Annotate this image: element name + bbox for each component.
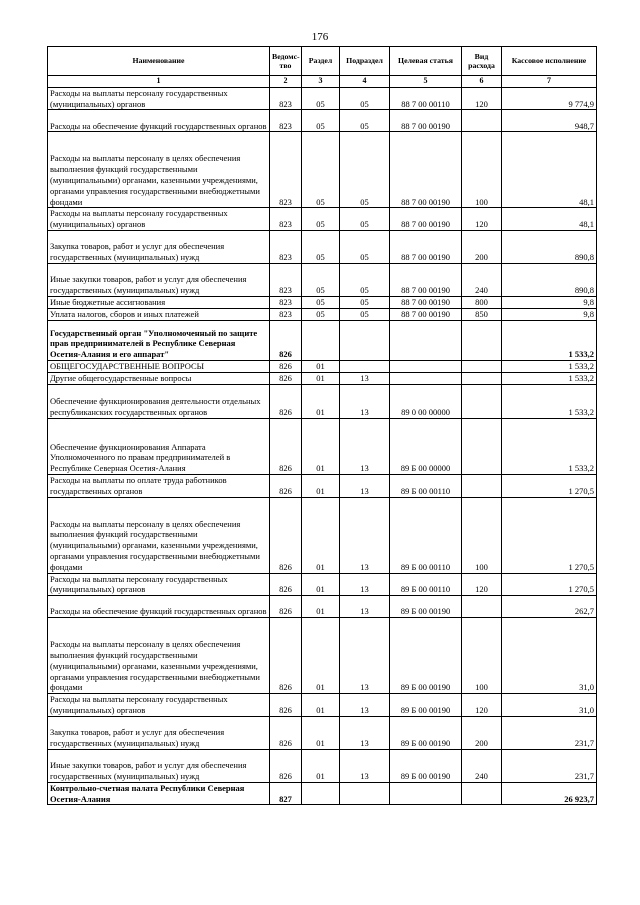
budget-execution-table	[47, 46, 597, 805]
row-amount: 48,1	[502, 132, 597, 208]
header-target: Целевая статья	[390, 47, 462, 76]
row-dept: 826	[270, 360, 302, 372]
header-expense-type: Вид расхода	[462, 47, 502, 76]
row-section: 05	[302, 208, 340, 231]
table-row	[48, 230, 597, 263]
table-row	[48, 384, 597, 418]
row-amount: 1 270,5	[502, 497, 597, 573]
row-target: 89 Б 00 00190	[390, 618, 462, 694]
row-name: Закупка товаров, работ и услуг для обеспечения государственных (муниципальных) нужд	[48, 716, 270, 749]
table-row	[48, 716, 597, 749]
row-target: 89 Б 00 00000	[390, 418, 462, 474]
row-expense-type: 240	[462, 749, 502, 782]
row-subsection: 13	[340, 372, 390, 384]
row-expense-type: 120	[462, 208, 502, 231]
row-amount: 1 270,5	[502, 474, 597, 497]
row-subsection: 13	[340, 716, 390, 749]
row-expense-type: 240	[462, 263, 502, 296]
row-subsection: 13	[340, 384, 390, 418]
row-section: 01	[302, 596, 340, 618]
row-dept: 826	[270, 596, 302, 618]
column-number: 3	[302, 76, 340, 88]
row-amount: 890,8	[502, 263, 597, 296]
table-row	[48, 263, 597, 296]
row-expense-type: 100	[462, 497, 502, 573]
row-dept: 826	[270, 497, 302, 573]
row-subsection: 13	[340, 497, 390, 573]
row-target: 89 Б 00 00190	[390, 694, 462, 717]
table-row	[48, 308, 597, 320]
row-section: 05	[302, 132, 340, 208]
row-section	[302, 320, 340, 360]
header-dept: Ведомс-тво	[270, 47, 302, 76]
row-expense-type: 200	[462, 230, 502, 263]
row-section: 01	[302, 749, 340, 782]
row-subsection	[340, 360, 390, 372]
table-row	[48, 360, 597, 372]
row-subsection	[340, 320, 390, 360]
row-amount: 231,7	[502, 716, 597, 749]
row-expense-type	[462, 372, 502, 384]
row-amount: 890,8	[502, 230, 597, 263]
row-name: Расходы на выплаты персоналу в целях обеспечения выполнения функций государственными (муниципальными) органами, казенными учреждениями, органами управления государственными внебюджетными фондами	[48, 132, 270, 208]
row-subsection: 05	[340, 308, 390, 320]
row-dept: 826	[270, 618, 302, 694]
row-amount: 48,1	[502, 208, 597, 231]
table-row	[48, 132, 597, 208]
row-target: 89 0 00 00000	[390, 384, 462, 418]
row-name: Уплата налогов, сборов и иных платежей	[48, 308, 270, 320]
row-amount: 1 270,5	[502, 573, 597, 596]
row-section: 05	[302, 87, 340, 110]
row-expense-type	[462, 110, 502, 132]
row-expense-type	[462, 596, 502, 618]
row-dept: 827	[270, 782, 302, 805]
row-name: Расходы на обеспечение функций государственных органов	[48, 596, 270, 618]
row-expense-type: 100	[462, 132, 502, 208]
row-amount: 26 923,7	[502, 782, 597, 805]
table-row	[48, 418, 597, 474]
row-subsection: 05	[340, 87, 390, 110]
row-section: 01	[302, 372, 340, 384]
table-row	[48, 749, 597, 782]
row-dept: 823	[270, 263, 302, 296]
row-target: 88 7 00 00190	[390, 132, 462, 208]
row-subsection: 13	[340, 596, 390, 618]
row-amount: 9,8	[502, 308, 597, 320]
row-expense-type	[462, 474, 502, 497]
row-name: Закупка товаров, работ и услуг для обеспечения государственных (муниципальных) нужд	[48, 230, 270, 263]
table-row	[48, 596, 597, 618]
row-target: 89 Б 00 00190	[390, 716, 462, 749]
row-target	[390, 320, 462, 360]
row-section: 05	[302, 296, 340, 308]
row-target: 89 Б 00 00110	[390, 474, 462, 497]
row-expense-type: 200	[462, 716, 502, 749]
row-section: 01	[302, 716, 340, 749]
row-dept: 826	[270, 372, 302, 384]
row-subsection: 05	[340, 208, 390, 231]
row-amount: 1 533,2	[502, 360, 597, 372]
row-expense-type	[462, 418, 502, 474]
table-row	[48, 296, 597, 308]
row-dept: 823	[270, 132, 302, 208]
row-expense-type: 120	[462, 87, 502, 110]
row-target: 88 7 00 00190	[390, 230, 462, 263]
row-target: 88 7 00 00190	[390, 296, 462, 308]
row-section: 01	[302, 384, 340, 418]
row-subsection: 13	[340, 573, 390, 596]
row-subsection: 05	[340, 230, 390, 263]
row-name: Расходы на выплаты персоналу государственных (муниципальных) органов	[48, 87, 270, 110]
row-amount: 231,7	[502, 749, 597, 782]
row-section: 01	[302, 418, 340, 474]
table-row	[48, 372, 597, 384]
table-row	[48, 474, 597, 497]
row-dept: 826	[270, 573, 302, 596]
row-section: 05	[302, 230, 340, 263]
row-subsection: 05	[340, 110, 390, 132]
row-expense-type: 120	[462, 573, 502, 596]
row-section: 01	[302, 694, 340, 717]
row-target: 88 7 00 00190	[390, 208, 462, 231]
row-dept: 823	[270, 110, 302, 132]
row-amount: 1 533,2	[502, 384, 597, 418]
row-expense-type	[462, 782, 502, 805]
row-amount: 1 533,2	[502, 320, 597, 360]
row-dept: 823	[270, 296, 302, 308]
column-number: 1	[48, 76, 270, 88]
row-target: 89 Б 00 00190	[390, 596, 462, 618]
row-target	[390, 360, 462, 372]
column-number: 6	[462, 76, 502, 88]
column-number: 2	[270, 76, 302, 88]
row-target: 88 7 00 00190	[390, 263, 462, 296]
table-row	[48, 573, 597, 596]
row-amount: 262,7	[502, 596, 597, 618]
row-amount: 31,0	[502, 694, 597, 717]
row-subsection: 13	[340, 694, 390, 717]
row-target: 89 Б 00 00110	[390, 497, 462, 573]
header-name: Наименование	[48, 47, 270, 76]
row-name: ОБЩЕГОСУДАРСТВЕННЫЕ ВОПРОСЫ	[48, 360, 270, 372]
table-row	[48, 497, 597, 573]
row-name: Государственный орган "Уполномоченный по защите прав предпринимателей в Республике Северная Осетия-Алания и его аппарат"	[48, 320, 270, 360]
row-name: Иные бюджетные ассигнования	[48, 296, 270, 308]
row-dept: 826	[270, 474, 302, 497]
header-row	[48, 47, 597, 76]
table-row	[48, 782, 597, 805]
row-section: 01	[302, 360, 340, 372]
table-row	[48, 320, 597, 360]
row-dept: 826	[270, 749, 302, 782]
header-section: Раздел	[302, 47, 340, 76]
row-expense-type: 850	[462, 308, 502, 320]
row-subsection: 05	[340, 132, 390, 208]
page-number: 176	[311, 31, 329, 43]
row-dept: 823	[270, 87, 302, 110]
row-name: Другие общегосударственные вопросы	[48, 372, 270, 384]
row-dept: 826	[270, 384, 302, 418]
row-name: Иные закупки товаров, работ и услуг для обеспечения государственных (муниципальных) нужд	[48, 749, 270, 782]
column-number: 7	[502, 76, 597, 88]
column-number: 4	[340, 76, 390, 88]
row-name: Расходы на выплаты персоналу в целях обеспечения выполнения функций государственными (муниципальными) органами, казенными учреждениями, органами управления государственными внебюджетными фондами	[48, 497, 270, 573]
row-subsection: 13	[340, 474, 390, 497]
row-subsection	[340, 782, 390, 805]
row-amount: 31,0	[502, 618, 597, 694]
row-name: Иные закупки товаров, работ и услуг для обеспечения государственных (муниципальных) нужд	[48, 263, 270, 296]
row-target: 89 Б 00 00190	[390, 749, 462, 782]
row-subsection: 13	[340, 418, 390, 474]
row-dept: 826	[270, 716, 302, 749]
row-dept: 826	[270, 694, 302, 717]
row-section	[302, 782, 340, 805]
row-name: Контрольно-счетная палата Республики Северная Осетия-Алания	[48, 782, 270, 805]
row-section: 01	[302, 618, 340, 694]
row-target	[390, 782, 462, 805]
table-row	[48, 694, 597, 717]
row-target: 88 7 00 00190	[390, 110, 462, 132]
row-amount: 9,8	[502, 296, 597, 308]
row-target: 89 Б 00 00110	[390, 573, 462, 596]
row-section: 05	[302, 308, 340, 320]
row-section: 01	[302, 573, 340, 596]
row-amount: 9 774,9	[502, 87, 597, 110]
row-section: 01	[302, 474, 340, 497]
row-expense-type	[462, 360, 502, 372]
row-expense-type	[462, 384, 502, 418]
row-subsection: 05	[340, 296, 390, 308]
row-name: Расходы на выплаты персоналу государственных (муниципальных) органов	[48, 573, 270, 596]
column-number-row	[48, 76, 597, 88]
row-name: Расходы на выплаты персоналу в целях обеспечения выполнения функций государственными (муниципальными) органами, казенными учреждениями, органами управления государственными внебюджетными фондами	[48, 618, 270, 694]
table-row	[48, 208, 597, 231]
row-subsection: 13	[340, 618, 390, 694]
row-name: Обеспечение функционирования деятельности отдельных республиканских государственных органов	[48, 384, 270, 418]
row-expense-type: 100	[462, 618, 502, 694]
header-subsection: Подраздел	[340, 47, 390, 76]
row-name: Расходы на выплаты по оплате труда работников государственных органов	[48, 474, 270, 497]
row-amount: 1 533,2	[502, 418, 597, 474]
row-subsection: 13	[340, 749, 390, 782]
row-amount: 1 533,2	[502, 372, 597, 384]
row-amount: 948,7	[502, 110, 597, 132]
row-target	[390, 372, 462, 384]
table-body	[48, 87, 597, 805]
row-target: 88 7 00 00110	[390, 87, 462, 110]
header-amount: Кассовое исполнение	[502, 47, 597, 76]
row-dept: 823	[270, 230, 302, 263]
row-name: Расходы на выплаты персоналу государственных (муниципальных) органов	[48, 208, 270, 231]
row-expense-type: 120	[462, 694, 502, 717]
row-section: 05	[302, 263, 340, 296]
row-name: Расходы на выплаты персоналу государственных (муниципальных) органов	[48, 694, 270, 717]
table-row	[48, 618, 597, 694]
column-number: 5	[390, 76, 462, 88]
row-subsection: 05	[340, 263, 390, 296]
row-name: Расходы на обеспечение функций государственных органов	[48, 110, 270, 132]
table-row	[48, 110, 597, 132]
row-dept: 826	[270, 320, 302, 360]
row-dept: 826	[270, 418, 302, 474]
table-row	[48, 87, 597, 110]
row-expense-type: 800	[462, 296, 502, 308]
row-dept: 823	[270, 208, 302, 231]
row-section: 05	[302, 110, 340, 132]
row-section: 01	[302, 497, 340, 573]
row-dept: 823	[270, 308, 302, 320]
row-target: 88 7 00 00190	[390, 308, 462, 320]
row-expense-type	[462, 320, 502, 360]
row-name: Обеспечение функционирования Аппарата Уполномоченного по правам предпринимателей в Республике Северная Осетия-Алания	[48, 418, 270, 474]
